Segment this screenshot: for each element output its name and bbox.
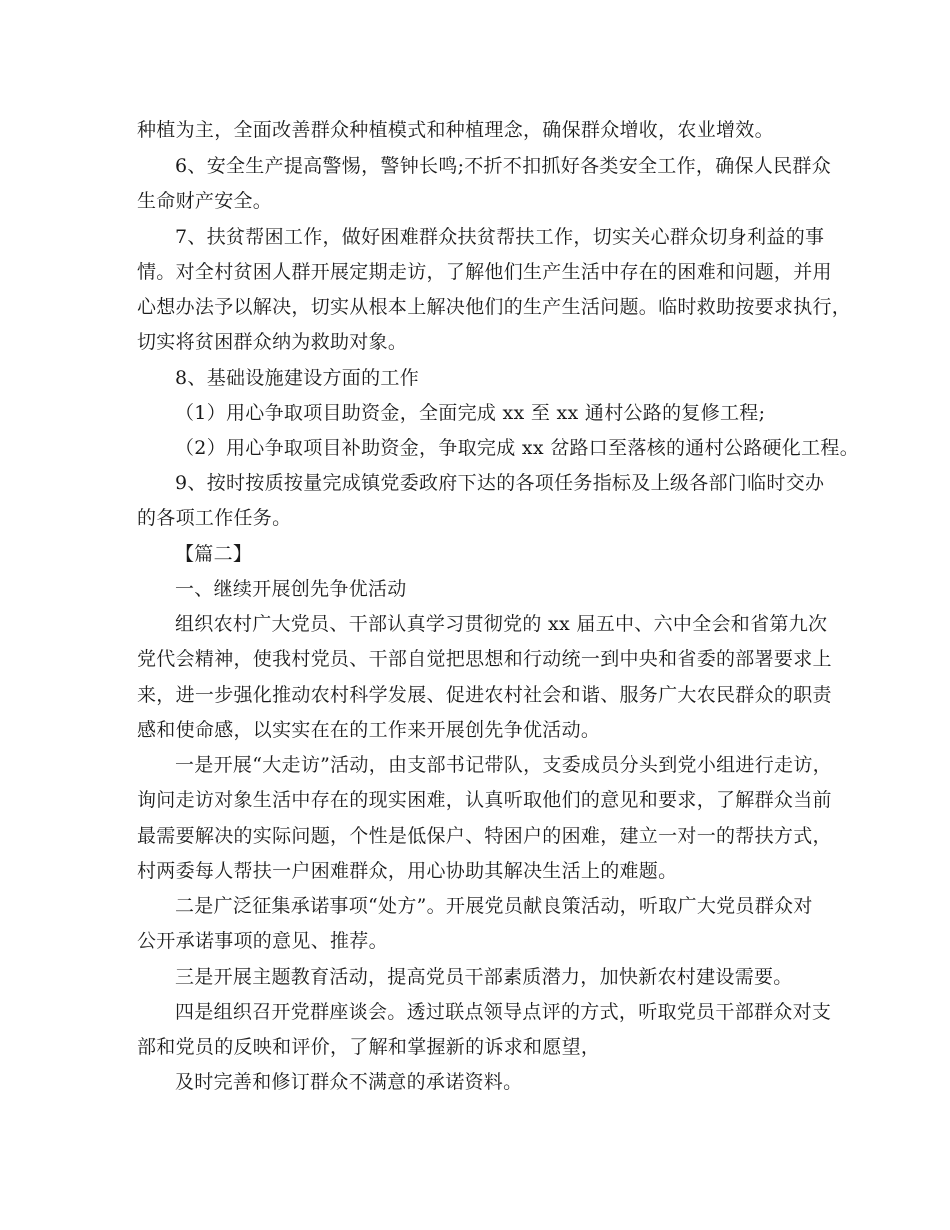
text-line: （1）用心争取项目助资金，全面完成 xx 至 xx 通村公路的复修工程;	[175, 402, 766, 424]
text-line: 一是开展“大走访”活动，由支部书记带队，支委成员分头到党小组进行走访，	[175, 754, 832, 776]
text-line: 来，进一步强化推动农村科学发展、促进农村社会和谐、服务广大农民群众的职责	[137, 684, 832, 706]
text-line: 感和使命感，以实实在在的工作来开展创先争优活动。	[137, 719, 601, 741]
text-line: 二是广泛征集承诺事项“处方”。开展党员献良策活动，听取广大党员群众对	[175, 895, 813, 917]
text-line: 心想办法予以解决，切实从根本上解决他们的生产生活问题。临时救助按要求执行，	[137, 296, 852, 318]
text-line: 组织农村广大党员、干部认真学习贯彻党的 xx 届五中、六中全会和省第九次	[175, 613, 828, 635]
text-line: 询问走访对象生活中存在的现实困难，认真听取他们的意见和要求，了解群众当前	[137, 789, 832, 811]
text-line: 种植为主，全面改善群众种植模式和种植理念，确保群众增收，农业增效。	[137, 119, 774, 141]
text-line: 8、基础设施建设方面的工作	[175, 367, 419, 389]
text-line: （2）用心争取项目补助资金，争取完成 xx 岔路口至落核的通村公路硬化工程。	[175, 437, 859, 459]
text-line: 党代会精神，使我村党员、干部自觉把思想和行动统一到中央和省委的部署要求上	[137, 648, 832, 670]
text-line: 的各项工作任务。	[137, 507, 292, 529]
text-line: 6、安全生产提高警惕，警钟长鸣;不折不扣抓好各类安全工作，确保人民群众	[175, 155, 831, 177]
text-line: 四是组织召开党群座谈会。透过联点领导点评的方式，听取党员干部群众对支	[175, 1001, 832, 1023]
text-line: 9、按时按质按量完成镇党委政府下达的各项任务指标及上级各部门临时交办	[175, 472, 825, 494]
text-line: 7、扶贫帮困工作，做好困难群众扶贫帮扶工作，切实关心群众切身利益的事	[175, 226, 825, 248]
text-line: 情。对全村贫困人群开展定期走访，了解他们生产生活中存在的困难和问题，并用	[137, 261, 832, 283]
text-line: 及时完善和修订群众不满意的承诺资料。	[175, 1071, 523, 1093]
text-line: 三是开展主题教育活动，提高党员干部素质潜力，加快新农村建设需要。	[175, 966, 793, 988]
subsection-heading: 一、继续开展创先争优活动	[175, 578, 407, 600]
text-line: 最需要解决的实际问题，个性是低保户、特困户的困难，建立一对一的帮扶方式，	[137, 825, 832, 847]
text-line: 村两委每人帮扶一户困难群众，用心协助其解决生活上的难题。	[137, 860, 678, 882]
text-line: 切实将贫困群众纳为救助对象。	[137, 331, 408, 353]
text-line: 生命财产安全。	[137, 190, 273, 212]
section-heading: 【篇二】	[175, 543, 253, 565]
text-line: 公开承诺事项的意见、推荐。	[137, 930, 388, 952]
text-line: 部和党员的反映和评价，了解和掌握新的诉求和愿望，	[137, 1036, 601, 1058]
